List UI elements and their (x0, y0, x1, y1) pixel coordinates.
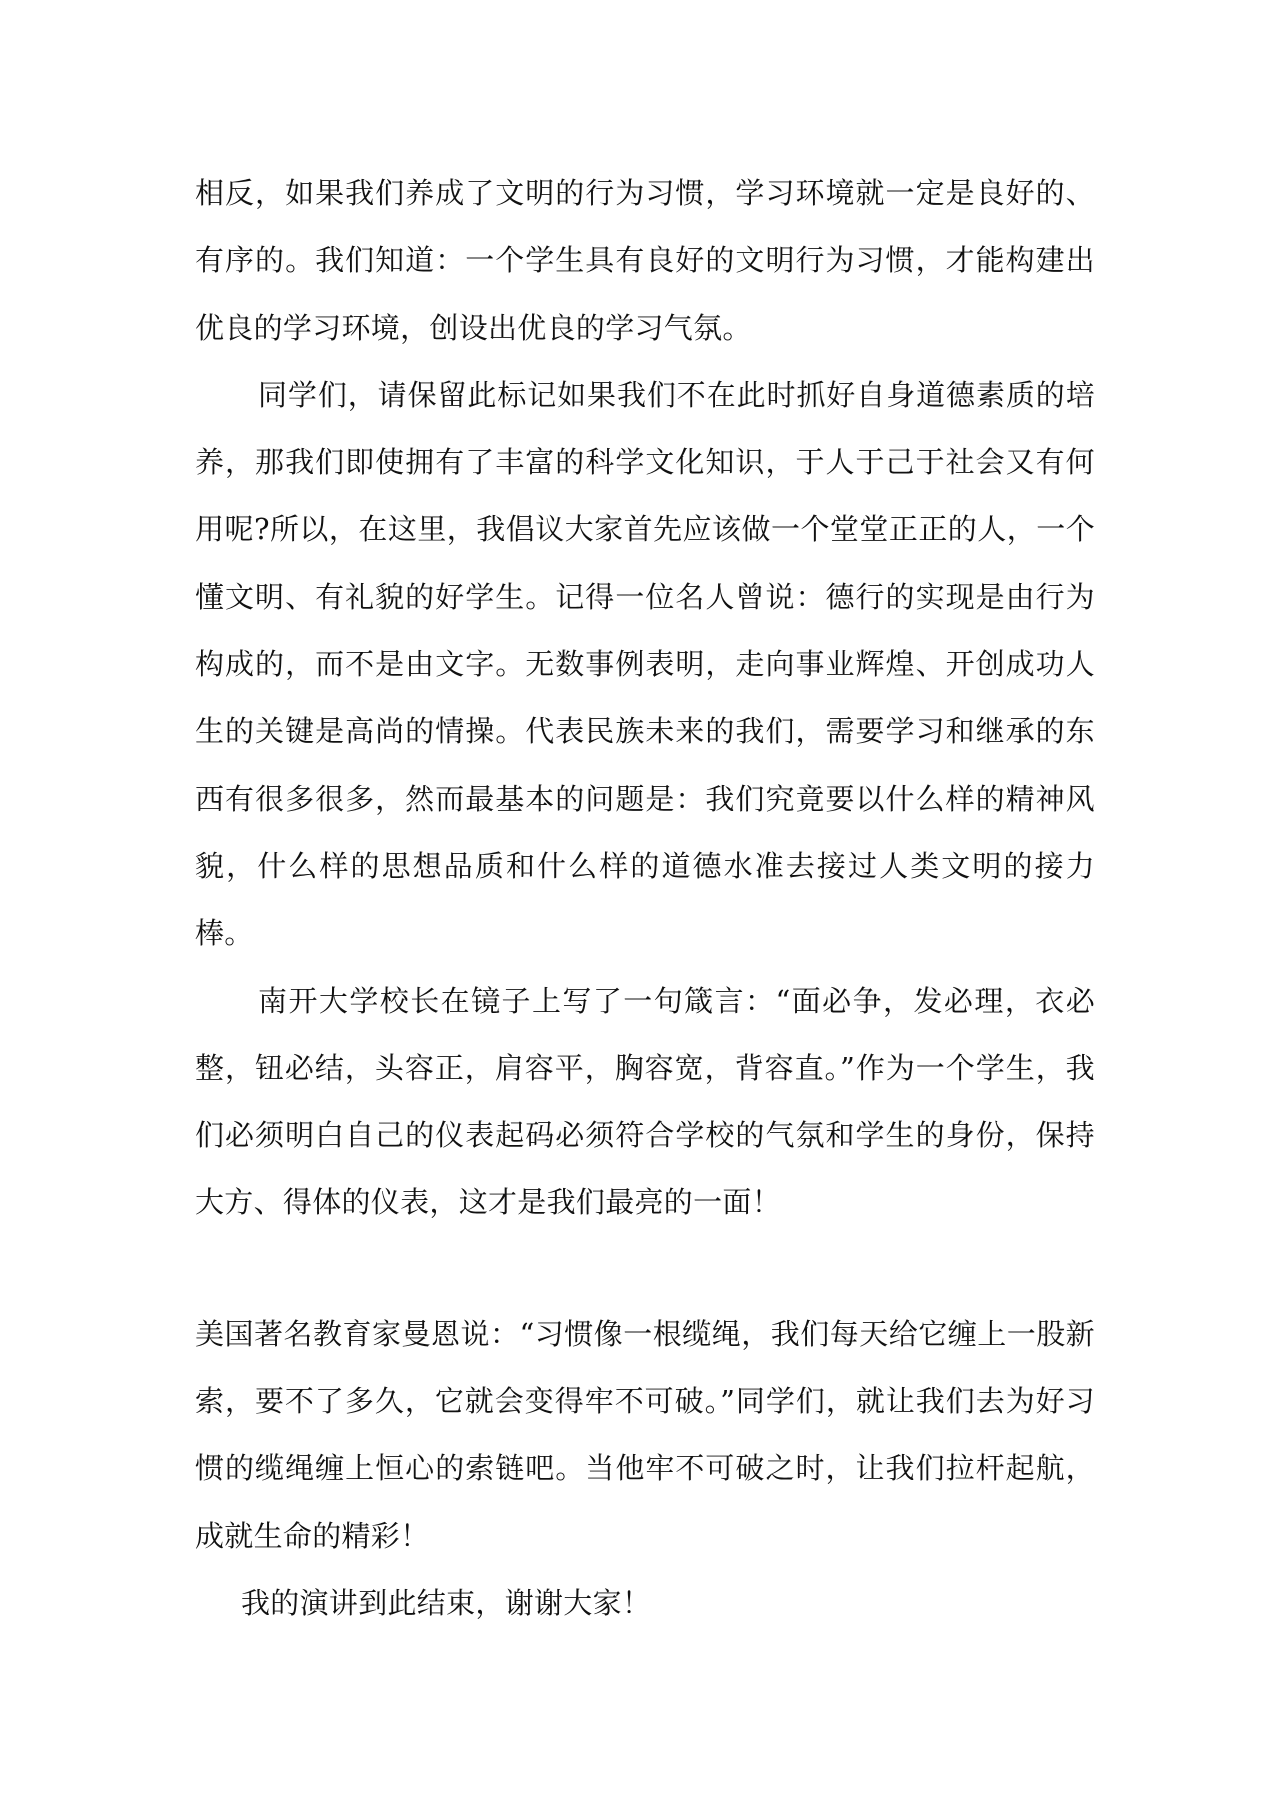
speech-body (195, 160, 1095, 1637)
paragraph-mann-quote: 美国著名教育家曼恩说：“习惯像一根缆绳，我们每天给它缠上一股新索，要不了多久，它就会变得牢不可破。”同学们，就让我们去为好习惯的缆绳缠上恒心的索链吧。当他牢不可破之时，让我们拉杆起航，成就生命的精彩！ (195, 1316, 1095, 1553)
paragraph-moral-quality: 同学们，请保留此标记如果我们不在此时抓好自身道德素质的培养，那我们即使拥有了丰富的科学文化知识，于人于己于社会又有何用呢?所以，在这里，我倡议大家首先应该做一个堂堂正正的人，一个懂文明、有礼貌的好学生。记得一位名人曾说：德行的实现是由行为构成的，而不是由文字。无数事例表明，走向事业辉煌、开创成功人生的关键是高尚的情操。代表民族未来的我们，需要学习和继承的东西有很多很多，然而最基本的问题是：我们究竟要以什么样的精神风貌，什么样的思想品质和什么样的道德水准去接过人类文明的接力棒。 (195, 377, 1095, 951)
paragraph-civilized-habits: 相反，如果我们养成了文明的行为习惯，学习环境就一定是良好的、有序的。我们知道：一个学生具有良好的文明行为习惯，才能构建出优良的学习环境，创设出优良的学习气氛。 (195, 176, 1095, 345)
paragraph-closing: 我的演讲到此结束，谢谢大家！ (241, 1585, 652, 1620)
paragraph-nankai-motto: 南开大学校长在镜子上写了一句箴言：“面必争，发必理，衣必整，钮必结，头容正，肩容平，胸容宽，背容直。”作为一个学生，我们必须明白自己的仪表起码必须符合学校的气氛和学生的身份，保持大方、得体的仪表，这才是我们最亮的一面！ (195, 983, 1095, 1220)
